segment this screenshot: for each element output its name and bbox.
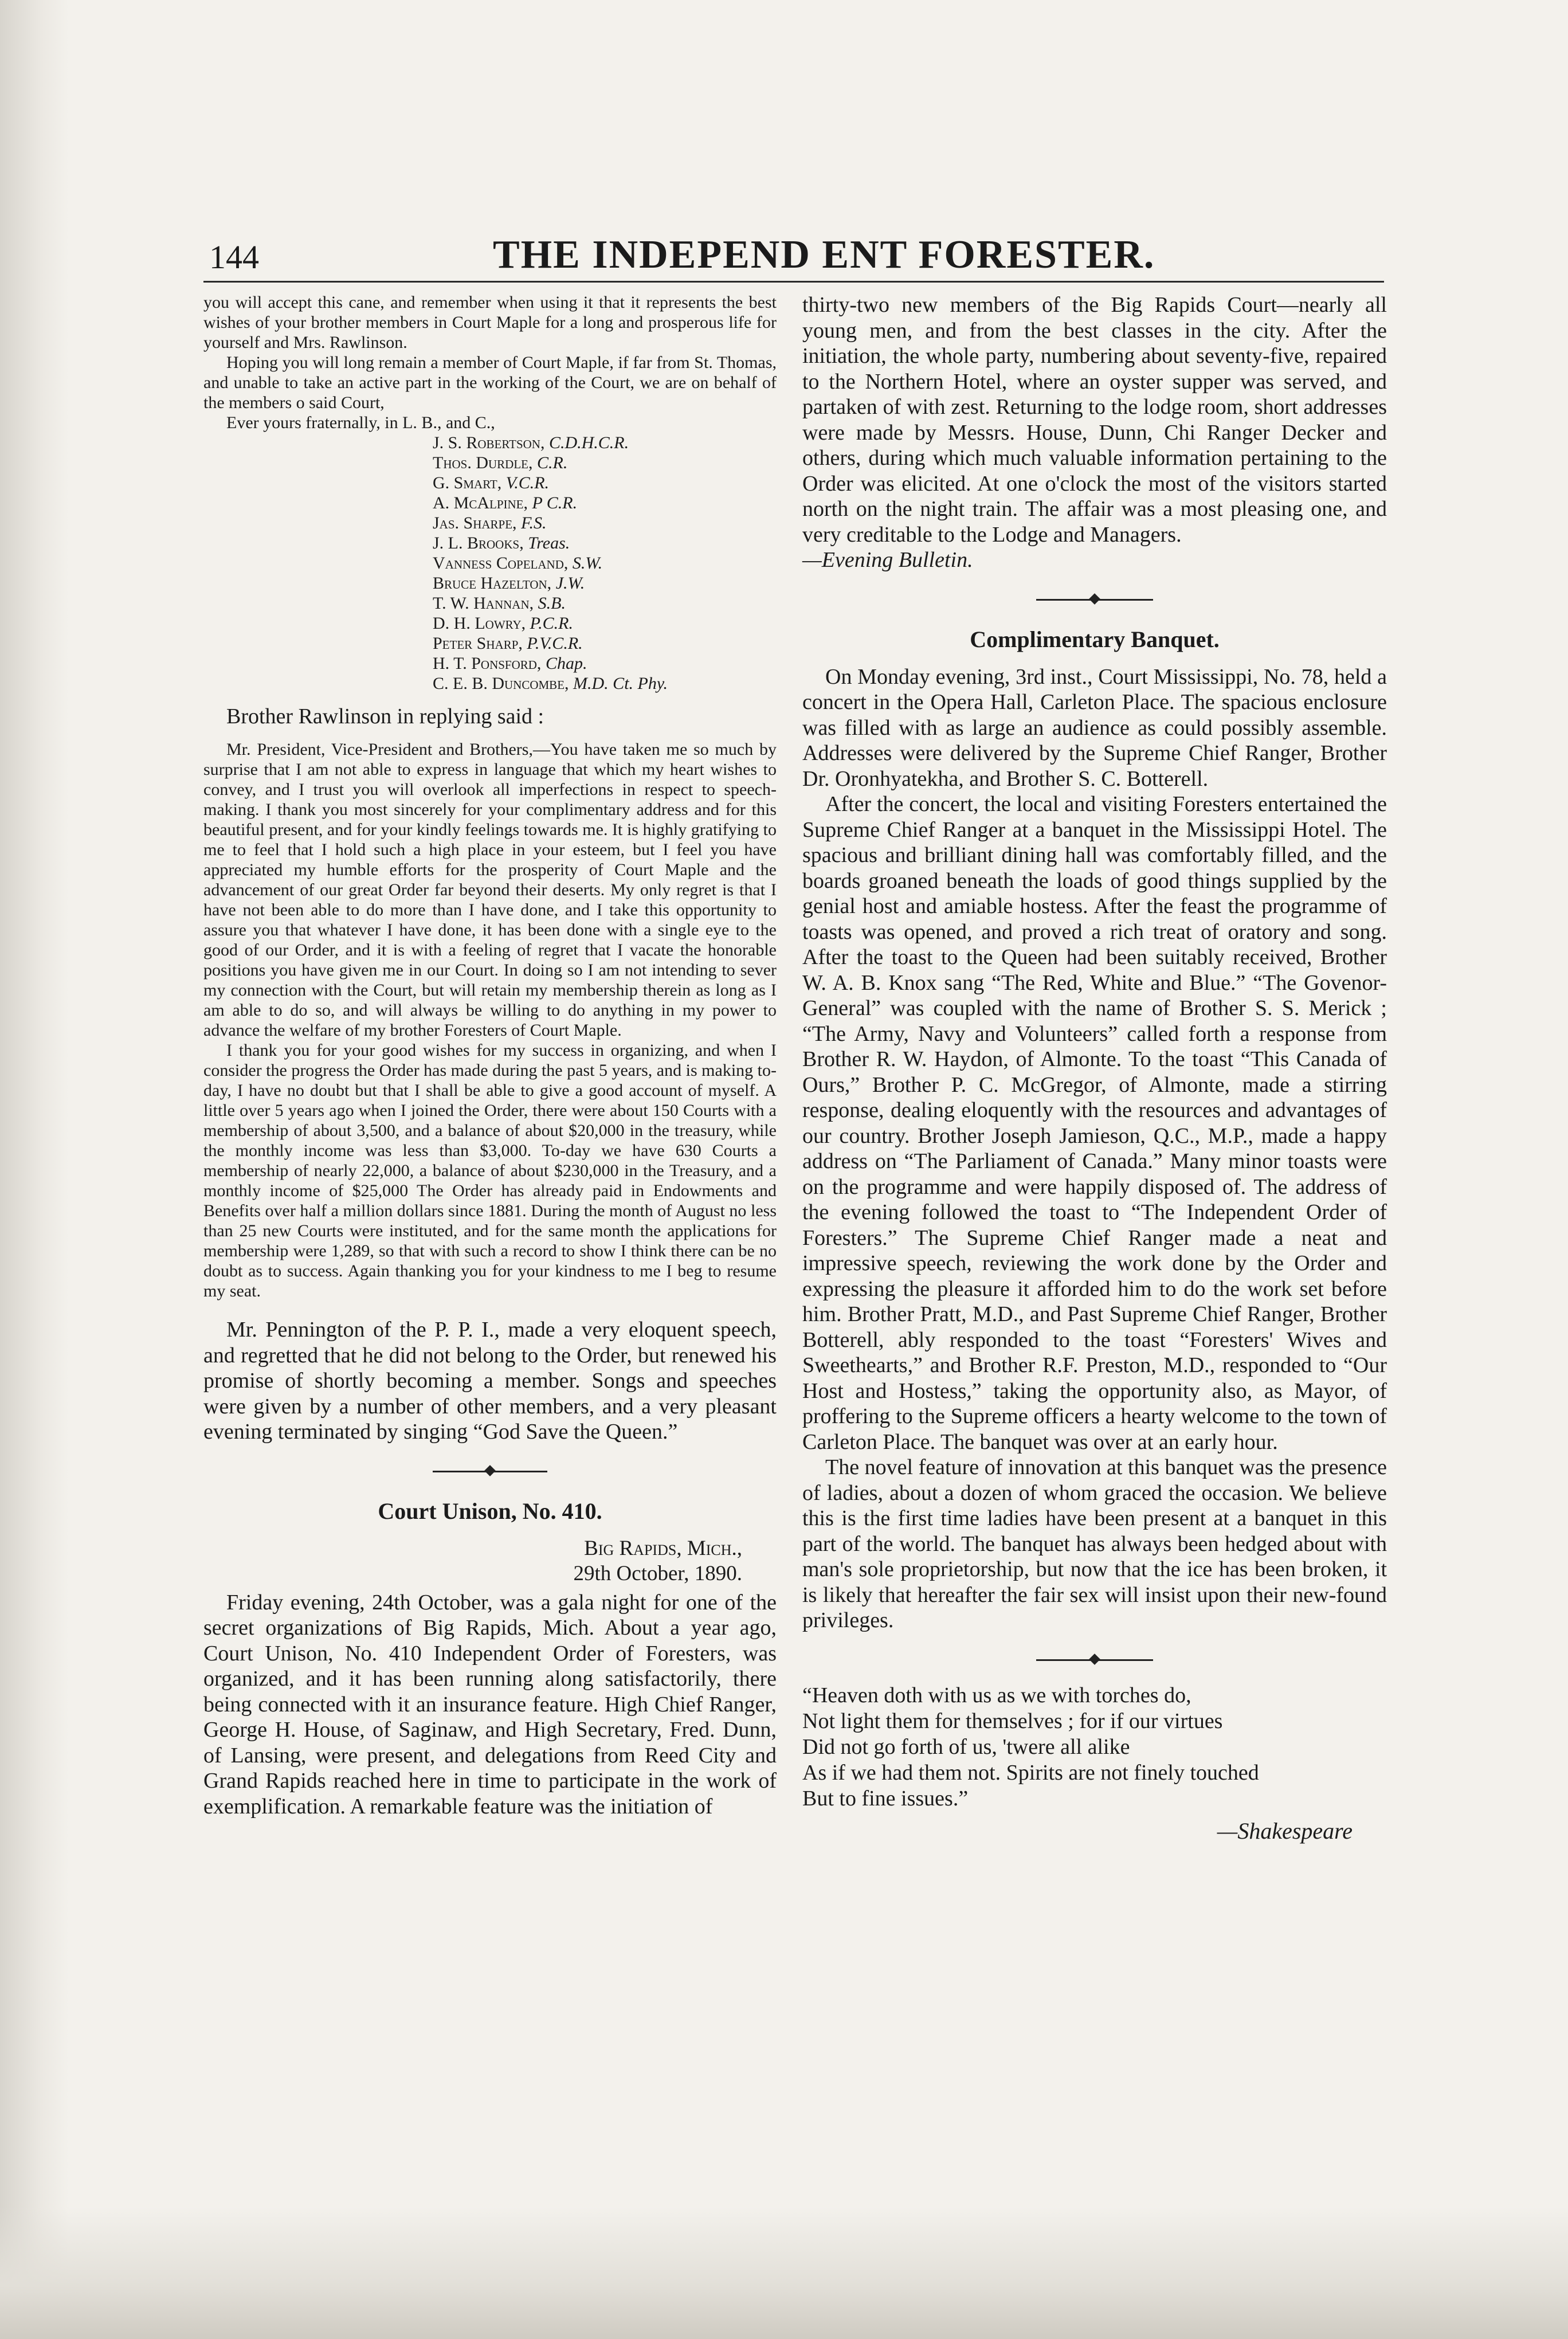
right-column [802,292,1387,1844]
closing-quote [802,1683,1387,1812]
signatory: Peter Sharp, P.V.C.R. [433,634,583,653]
quote-line: “Heaven doth with us as we with torches do, [802,1683,1191,1707]
signatory: T. W. Hannan, S.B. [433,594,566,613]
signatory: G. Smart, V.C.R. [433,473,550,492]
signatory: Bruce Hazelton, J.W. [433,574,585,593]
signatory-list [433,433,777,694]
left-column [203,292,777,1819]
quote-line: As if we had them not. Spirits are not finely touched [802,1760,1259,1785]
article-source: —Evening Bulletin. [802,548,973,572]
article-paragraph: On Monday evening, 3rd inst., Court Mississippi, No. 78, held a concert in the Opera Hall, Carleton Place. The spacious enclosure was filled with as large an audience as could possibly assemble. Addresses were delivered by the Supreme Chief Ranger, Brother Dr. Oronhyatekha, and Brother S. C. Botterell. [802,664,1387,791]
article-paragraph: After the concert, the local and visiting Foresters entertained the Supreme Chief Ranger at a banquet in the Mississippi Hotel. The spacious and brilliant dining hall was comfortably filled, and the boards groaned beneath the loads of good things supplied by the genial host and amiable hostess. After the feast the programme of toasts was opened, and proved a rich treat of oratory and song. After the toast to the Queen had been suitably received, Brother W. A. B. Knox sang “The Red, White and Blue.” “The Govenor-General” was coupled with the name of Brother S. S. Merick ; “The Army, Navy and Volunteers” called forth a response from Brother R. W. Haydon, of Almonte. To the toast “This Canada of Ours,” Brother P. C. McGregor, of Almonte, made a stirring response, dealing eloquently with the resources and advantages of our country. Brother Joseph Jamieson, Q.C., M.P., made a happy address on “The Parliament of Canada.” Many minor toasts were on the programme and were happily disposed of. The address of the evening followed the toast to “The Independent Order of Foresters.” The Supreme Chief Ranger made a neat and impressive speech, reviewing the work done by the Order and expressing the pleasure it afforded him to do the work set before him. Brother Pratt, M.D., and Past Supreme Chief Ranger, Brother Botterell, ably responded to the toast “Foresters' Wives and Sweethearts,” and Brother R.F. Preston, M.D., responded to “Our Host and Hostess,” taking the opportunity also, as Mayor, of proffering to the Supreme officers a hearty welcome to the town of Carleton Place. The banquet was over at an early hour. [802,792,1387,1454]
letter-closing: Ever yours fraternally, in L. B., and C., [226,413,495,432]
page-title: THE INDEPEND ENT FORESTER. [493,233,1155,277]
reply-lead: Brother Rawlinson in replying said : [226,704,544,728]
dateline-place: Big Rapids, Mich., [584,1536,742,1560]
section-divider [802,588,1387,611]
article-heading: Court Unison, No. 410. [378,1498,602,1524]
reply-paragraph: I thank you for your good wishes for my success in organizing, and when I consider the progress the Order has made during the past 5 years, and is making to-day, I have no doubt but that I shall be able to give a good account of myself. A little over 5 years ago when I joined the Order, there were about 150 Courts with a membership of about 3,500, and a balance of about $20,000 in the treasury, while the monthly income was less than $3,000. To-day we have 630 Courts a membership of nearly 22,000, a balance of about $230,000 in the Treasury, and a monthly income of $25,000 The Order has already paid in Endowments and Benefits over half a million dollars since 1881. During the month of August no less than 25 new Courts were instituted, and for the same month the applications for membership were 1,289, so that with such a record to show I think there can be no doubt as to success. Again thanking you for your kindness to me I beg to resume my seat. [203,1041,777,1300]
signatory: D. H. Lowry, P.C.R. [433,614,573,633]
article-paragraph: thirty-two new members of the Big Rapids Court—nearly all young men, and from the best classes in the city. After the initiation, the whole party, numbering about seventy-five, repaired to the Northern Hotel, where an oyster supper was served, and partaken of with zest. Returning to the lodge room, short addresses were made by Messrs. House, Dunn, Chi Ranger Decker and others, during which much valuable information pertaining to the Order was elicited. At one o'clock the most of the visitors started north on the night train. The affair was a most pleasing one, and very creditable to the Lodge and Managers. [802,293,1387,547]
quote-line: But to fine issues.” [802,1786,969,1811]
scan-shadow-left [0,0,69,2339]
quote-line: Not light them for themselves ; for if our virtues [802,1709,1223,1733]
header-rule [203,281,1384,283]
quote-line: Did not go forth of us, 'twere all alike [802,1734,1130,1759]
signatory: C. E. B. Duncombe, M.D. Ct. Phy. [433,674,668,693]
article-heading: Complimentary Banquet. [970,626,1220,652]
section-divider [203,1460,777,1483]
letter-paragraph: Hoping you will long remain a member of Court Maple, if far from St. Thomas, and unable to take an active part in the working of the Court, we are on behalf of the members o said Court, [203,353,777,412]
reply-paragraph: Mr. President, Vice-President and Brothers,—You have taken me so much by surprise that I am not able to express in language that which my heart wishes to convey, and I trust you will overlook all imperfections in respect to speech-making. I thank you most sincerely for your complimentary address and for this beautiful present, and for your kindly feelings towards me. It is highly gratifying to me to feel that I hold such a high place in your esteem, but I feel you have appreciated my humble efforts for the prosperity of Court Maple and the advancement of our great Order far beyond their deserts. My only regret is that I have not been able to do more than I have done, and I take this opportunity to assure you that whatever I have done, it has been done with a single eye to the good of our Order, and it is with a feeling of regret that I vacate the honorable positions you have given me in our Court. In doing so I am not intending to sever my connection with the Court, but will retain my membership therein as long as I am able to do so, and will always be willing to do anything in my power to advance the welfare of my brother Foresters of Court Maple. [203,740,777,1040]
dateline-date: 29th October, 1890. [573,1561,742,1585]
page-number: 144 [209,238,259,276]
article-paragraph: Friday evening, 24th October, was a gala night for one of the secret organizations of Big Rapids, Mich. About a year ago, Court Unison, No. 410 Independent Order of Foresters, was organized, and it has been running along satisfactorily, there being connected with it an insurance feature. High Chief Ranger, George H. House, of Saginaw, and High Secretary, Fred. Dunn, of Lansing, were present, and delegations from Reed City and Grand Rapids reached here in time to participate in the work of exemplification. A remarkable feature was the initiation of [203,1590,777,1819]
signatory: Jas. Sharpe, F.S. [433,514,547,532]
section-divider [802,1648,1387,1671]
signatory: A. McAlpine, P C.R. [433,493,578,512]
signatory: Vanness Copeland, S.W. [433,554,603,573]
letter-paragraph: you will accept this cane, and remember when using it that it represents the best wishes of your brother members in Court Maple for a long and prosperous life for yourself and Mrs. Rawlinson. [203,293,777,352]
signatory: J. L. Brooks, Treas. [433,534,570,553]
signatory: H. T. Ponsford, Chap. [433,654,587,673]
signatory: Thos. Durdle, C.R. [433,453,568,472]
article-paragraph: The novel feature of innovation at this banquet was the presence of ladies, about a dozen of whom graced the occasion. We believe this is the first time ladies have been present at a banquet in this part of the world. The banquet has always been hedged about with man's sole proprietorship, but now that the ice has been broken, it is likely that hereafter the fair sex will insist upon their new-found privileges. [802,1455,1387,1632]
quote-attribution: —Shakespeare [1217,1817,1353,1844]
scan-shadow-bottom [0,2207,1568,2339]
signatory: J. S. Robertson, C.D.H.C.R. [433,433,629,452]
article-paragraph: Mr. Pennington of the P. P. I., made a very eloquent speech, and regretted that he did not belong to the Order, but renewed his promise of shortly becoming a member. Songs and speeches were given by a number of other members, and a very pleasant evening terminated by singing “God Save the Queen.” [203,1318,777,1444]
